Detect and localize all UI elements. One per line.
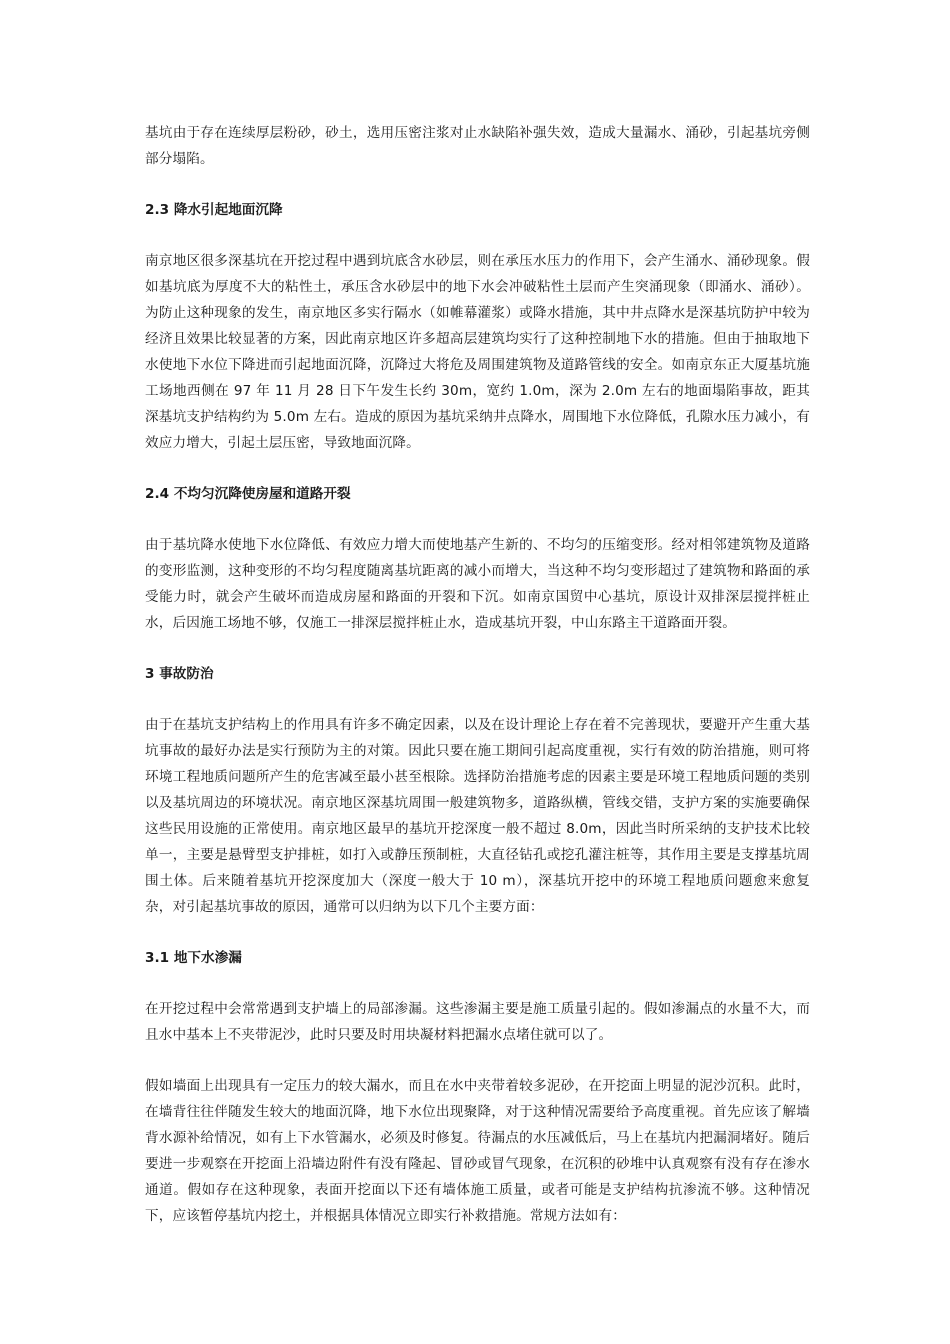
section-heading-3-1: 3.1 地下水渗漏 xyxy=(145,950,242,966)
section-heading-2-3: 2.3 降水引起地面沉降 xyxy=(145,202,283,218)
paragraph-large-leakage: 假如墙面上出现具有一定压力的较大漏水，而且在水中夹带着较多泥砂，在开挖面上明显的泥沙沉积。此时，在墙背往往伴随发生较大的地面沉降，地下水位出现聚降，对于这种情况需要给予高度重视。首先应该了解墙背水源补给情况，如有上下水管漏水，必须及时修复。待漏点的水压减低后，马上在基坑内把漏洞堵好。随后要进一步观察在开挖面上沿墙边附件有没有隆起、冒砂或冒气现象，在沉积的砂堆中认真观察有没有存在渗水通道。假如存在这种现象，表面开挖面以下还有墙体施工质量，或者可能是支护结构抗渗流不够。这种情况下，应该暂停基坑内挖土，并根据具体情况立即实行补救措施。常规方法如有： xyxy=(145,1078,810,1224)
section-heading-3: 3 事故防治 xyxy=(145,666,214,682)
paragraph-local-leakage: 在开挖过程中会常常遇到支护墙上的局部渗漏。这些渗漏主要是施工质量引起的。假如渗漏点的水量不大，而且水中基本上不夹带泥沙，此时只要及时用块凝材料把漏水点堵住就可以了。 xyxy=(145,1001,810,1043)
paragraph-accident-prevention: 由于在基坑支护结构上的作用具有许多不确定因素，以及在设计理论上存在着不完善现状，要避开产生重大基坑事故的最好办法是实行预防为主的对策。因此只要在施工期间引起高度重视，实行有效的防治措施，则可将环境工程地质问题所产生的危害减至最小甚至根除。选择防治措施考虑的因素主要是环境工程地质问题的类别以及基坑周边的环境状况。南京地区深基坑周围一般建筑物多，道路纵横，管线交错，支护方案的实施要确保这些民用设施的正常使用。南京地区最早的基坑开挖深度一般不超过 8.0m，因此当时所采纳的支护技术比较单一，主要是悬臂型支护排桩，如打入或静压预制桩，大直径钻孔或挖孔灌注桩等，其作用主要是支撑基坑周围土体。后来随着基坑开挖深度加大（深度一般大于 10 m），深基坑开挖中的环境工程地质问题愈来愈复杂，对引起基坑事故的原因，通常可以归纳为以下几个主要方面： xyxy=(145,717,810,915)
paragraph-uneven-settlement: 由于基坑降水使地下水位降低、有效应力增大而使地基产生新的、不均匀的压缩变形。经对相邻建筑物及道路的变形监测，这种变形的不均匀程度随离基坑距离的减小而增大，当这种不均匀变形超过了建筑物和路面的承受能力时，就会产生破坏而造成房屋和路面的开裂和下沉。如南京国贸中心基坑，原设计双排深层搅拌桩止水，后因施工场地不够，仅施工一排深层搅拌桩止水，造成基坑开裂，中山东路主干道路面开裂。 xyxy=(145,537,810,631)
section-heading-2-4: 2.4 不均匀沉降使房屋和道路开裂 xyxy=(145,486,351,502)
paragraph-dewatering-settlement: 南京地区很多深基坑在开挖过程中遇到坑底含水砂层，则在承压水压力的作用下，会产生涌水、涌砂现象。假如基坑底为厚度不大的粘性土，承压含水砂层中的地下水会冲破粘性土层而产生突涌现象（即涌水、涌砂）。为防止这种现象的发生，南京地区多实行隔水（如帷幕灌浆）或降水措施，其中井点降水是深基坑防护中较为经济且效果比较显著的方案，因此南京地区许多超高层建筑均实行了这种控制地下水的措施。但由于抽取地下水使地下水位下降进而引起地面沉降，沉降过大将危及周围建筑物及道路管线的安全。如南京东正大厦基坑施工场地西侧在 97 年 11 月 28 日下午发生长约 30m，宽约 1.0m，深为 2.0m 左右的地面塌陷事故，距其深基坑支护结构约为 5.0m 左右。造成的原因为基坑采纳井点降水，周围地下水位降低，孔隙水压力减小，有效应力增大，引起土层压密，导致地面沉降。 xyxy=(145,253,810,451)
document-page xyxy=(145,120,810,1254)
paragraph-collapse-cause: 基坑由于存在连续厚层粉砂，砂土，选用压密注浆对止水缺陷补强失效，造成大量漏水、涌砂，引起基坑旁侧部分塌陷。 xyxy=(145,125,810,167)
